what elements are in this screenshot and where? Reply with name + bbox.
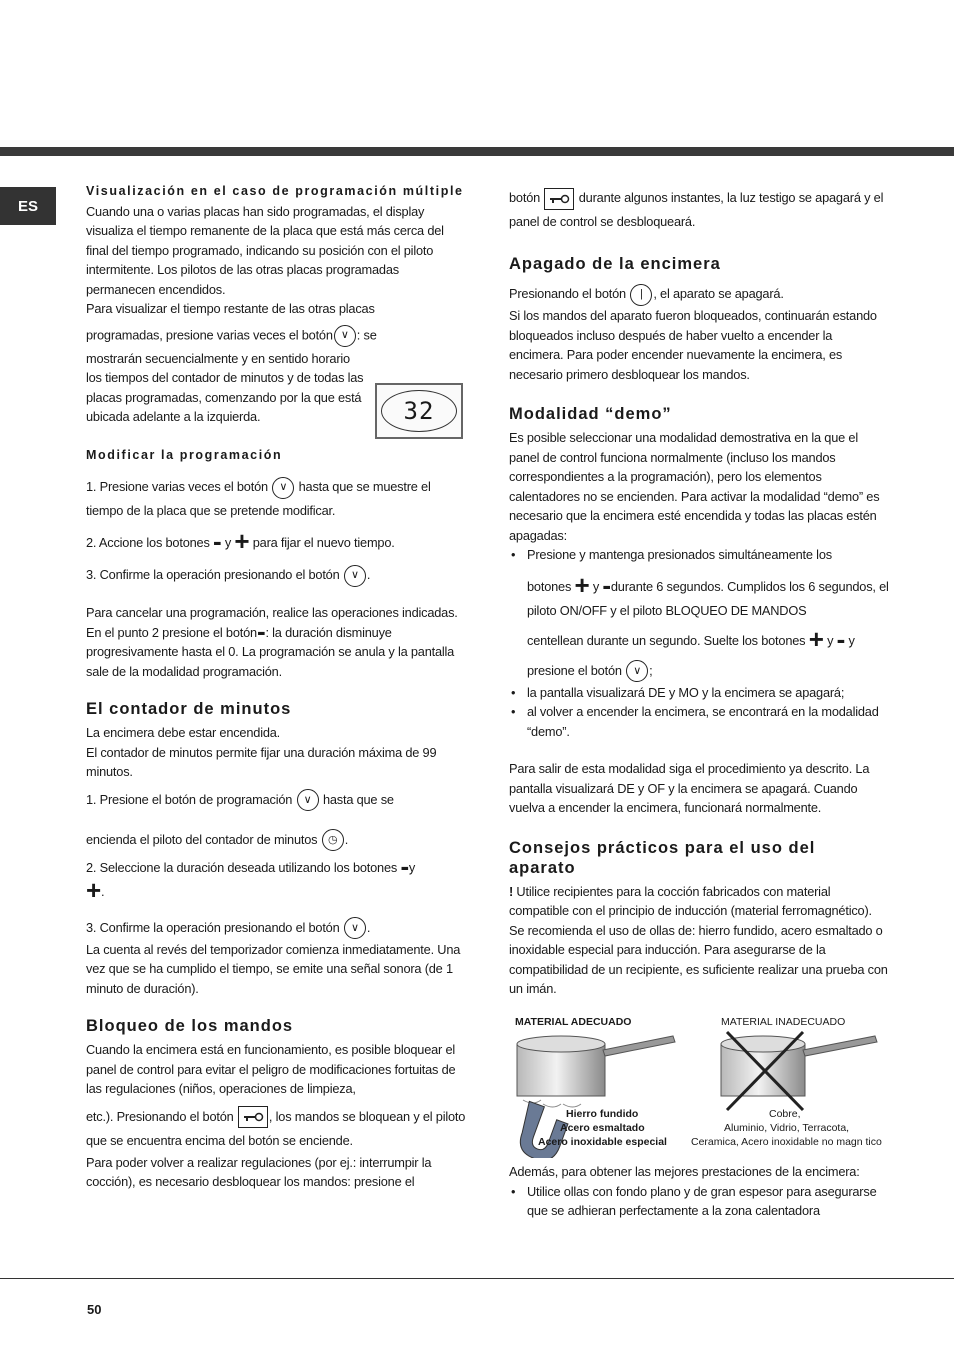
language-code: ES <box>17 197 38 215</box>
paragraph: La encimera debe estar encendida. <box>86 725 281 740</box>
text: Presione y mantenga presionados simultáneamente los <box>527 547 832 562</box>
text: : la duración disminuye progresivamente hasta el 0. La programación se anula y la pantalla sale de la modalidad programación. <box>86 624 455 679</box>
display-screen <box>381 390 457 432</box>
cookware-figure <box>509 1010 889 1158</box>
paragraph <box>509 882 889 999</box>
paragraph <box>86 828 466 852</box>
select-button-icon: ∨ <box>626 660 648 682</box>
plus-icon: + <box>234 526 250 556</box>
label-unsuitable: MATERIAL INADECUADO <box>721 1016 846 1028</box>
timer-pilot-icon: ◷ <box>322 829 344 851</box>
list-item: • la pantalla visualizará DE y MO y la encimera se apagará; <box>509 683 889 703</box>
text: durante algunos instantes, la luz testigo se apagará y el panel de control se desbloqueará. <box>509 190 884 229</box>
heading-practical-tips: Consejos prácticos para el uso del aparato <box>509 838 816 877</box>
paragraph: Para visualizar el tiempo restante de las otras placas <box>86 301 375 316</box>
warning-mark: ! <box>509 883 514 899</box>
plus-icon: + <box>86 874 101 905</box>
label-special-stainless: Acero inoxidable especial <box>538 1136 667 1148</box>
section-title-multiple: Visualización en el caso de programación múltiple <box>86 184 464 198</box>
footer-rule <box>0 1278 954 1279</box>
paragraph <box>86 850 466 905</box>
paragraph <box>86 916 466 940</box>
label-cast-iron: Hierro fundido <box>566 1108 639 1120</box>
text: programadas, presione varias veces el botón <box>86 326 333 342</box>
paragraph <box>86 475 466 523</box>
text: 2. Seleccione la duración deseada utilizando los botones <box>86 859 398 875</box>
text: Presionando el botón <box>509 286 626 301</box>
text: y <box>848 632 855 648</box>
key-lock-icon <box>238 1106 268 1128</box>
text: , los mandos se bloquean y el piloto que se encuentra encima del botón se enciende. <box>86 1108 466 1148</box>
paragraph: Cuando la encimera está en funcionamiento, es posible bloquear el panel de control para evitar el peligro de modificaciones fortuitas de las regulaciones (niños, operaciones de limpieza, <box>86 1042 456 1096</box>
text: 1. Presione varias veces el botón <box>86 479 268 494</box>
paragraph: Además, para obtener las mejores prestaciones de la encimera: <box>509 1164 860 1179</box>
paragraph: Es posible seleccionar una modalidad demostrativa en la que el panel de control funciona normalmente (incluso los mandos correspondientes a la programación), pero los elementos calentadores no se encienden. Para activar la modalidad “demo” es necesario que la encimera esté encendida y todas las placas estén apagadas: <box>509 430 880 543</box>
minus-icon: - <box>256 615 266 646</box>
paragraph <box>86 603 466 681</box>
text: durante 6 segundos. Cumplidos los 6 segundos, el piloto ON/OFF y el piloto BLOQUEO DE MANDOS <box>527 578 889 618</box>
left-column <box>86 182 466 1192</box>
text: . <box>366 567 371 582</box>
minus-icon: - <box>213 526 222 556</box>
list-item: • al volver a encender la encimera, se encontrará en la modalidad “demo”. <box>509 702 889 741</box>
select-button-icon: ∨ <box>334 325 356 347</box>
paragraph: Para salir de esta modalidad siga el procedimiento ya descrito. La pantalla visualizará DE y OF y la encimera se apagará. Cuando vuelva a encender la encimera, funcionará normalmente. <box>509 761 870 815</box>
text: centellean durante un segundo. Suelte los botones <box>527 632 806 648</box>
language-tab <box>0 187 56 225</box>
header-bar <box>0 147 954 156</box>
label-enamelled-steel: Acero esmaltado <box>560 1122 645 1134</box>
paragraph: El contador de minutos permite fijar una duración máxima de 99 minutos. <box>86 744 437 779</box>
text: Utilice recipientes para la cocción fabricados con material compatible con el principio de inducción (material ferromagnético). Se recomienda el uso de ollas de: hierro fundido, acero esmaltado o inoxidable especial para inducción. Para asegurarse de la compatibilidad de un recipiente, es suficiente realizar una prueba con un imán. <box>509 883 888 996</box>
text: 3. Confirme la operación presionando el botón <box>86 567 340 582</box>
text-block <box>527 623 855 654</box>
text: y <box>827 632 834 648</box>
label-aluminium-glass: Aluminio, Vidrio, Terracota, <box>724 1122 850 1134</box>
text-block <box>527 569 889 623</box>
paragraph <box>86 526 466 556</box>
select-button-icon: ∨ <box>297 789 319 811</box>
text-block <box>527 659 653 683</box>
page-number: 50 <box>87 1302 102 1317</box>
text: y <box>224 535 232 550</box>
text: . <box>100 883 105 899</box>
label-suitable: MATERIAL ADECUADO <box>515 1016 632 1028</box>
minus-icon: - <box>836 623 846 654</box>
display-illustration <box>375 383 463 439</box>
text: encienda el piloto del contador de minutos <box>86 831 318 847</box>
plus-icon: + <box>808 623 824 654</box>
list-item <box>509 545 889 683</box>
select-button-icon: ∨ <box>344 565 366 587</box>
paragraph <box>86 563 466 587</box>
heading-demo-mode: Modalidad “demo” <box>509 405 672 423</box>
heading-control-lock: Bloqueo de los mandos <box>86 1017 294 1035</box>
text: ; <box>649 662 653 678</box>
paragraph <box>86 1105 466 1153</box>
paragraph <box>509 282 889 306</box>
text: hasta que se <box>322 791 394 807</box>
paragraph <box>86 325 466 347</box>
text: . <box>344 831 349 847</box>
text: para fijar el nuevo tiempo. <box>252 535 395 550</box>
heading-minute-timer: El contador de minutos <box>86 700 292 718</box>
minus-icon: - <box>602 569 611 600</box>
power-button-icon: | <box>630 284 652 306</box>
list-item: • Utilice ollas con fondo plano y de gran espesor para asegurarse que se adhieran perfectamente a la zona calentadora <box>509 1182 889 1221</box>
text: etc.). Presionando el botón <box>86 1108 234 1124</box>
text: , el aparato se apagará. <box>653 286 784 301</box>
paragraph: Cuando una o varias placas han sido programadas, el display visualiza el tiempo remanente de la placa que está más cerca del final del tiempo programado, indicando su posición con el piloto intermitente. Los pilotos de las otras placas programadas permanecen encendidos. <box>86 203 444 297</box>
paragraph <box>86 788 466 812</box>
label-ceramic-steel: Ceramica, Acero inoxidable no magn tico <box>691 1136 882 1148</box>
paragraph <box>509 186 889 234</box>
plus-icon: + <box>574 569 590 600</box>
text: 3. Confirme la operación presionando el botón <box>86 919 340 935</box>
paragraph: mostrarán secuencialmente y en sentido horario los tiempos del contador de minutos y de todas las placas programadas, comenzando por la que está ubicada adelante a la izquierda. <box>86 350 364 424</box>
paragraph: Para poder volver a realizar regulaciones (por ej.: interrumpir la cocción), es necesario desbloquear los mandos: presione el <box>86 1154 432 1189</box>
text: botones <box>527 578 572 594</box>
text: botón <box>509 190 541 205</box>
heading-switch-off: Apagado de la encimera <box>509 255 721 273</box>
text: y <box>592 578 600 594</box>
text: y <box>408 859 416 875</box>
text: 1. Presione el botón de programación <box>86 791 293 807</box>
text: . <box>366 919 371 935</box>
paragraph: La cuenta al revés del temporizador comienza inmediatamente. Una vez que se ha cumplido el tiempo, se emite una señal sonora (de 1 minuto de duración). <box>86 941 461 996</box>
right-column <box>509 186 889 999</box>
label-copper: Cobre, <box>769 1108 801 1120</box>
right-column-bottom <box>509 1162 889 1221</box>
text: Para cancelar una programación, realice las operaciones indicadas. En el punto 2 presione el botón <box>86 605 458 640</box>
text: 2. Accione los botones <box>86 535 210 550</box>
select-button-icon: ∨ <box>344 917 366 939</box>
select-button-icon: ∨ <box>272 477 294 499</box>
key-lock-icon <box>544 188 574 210</box>
text: : se <box>356 326 377 342</box>
text: hasta que se muestre el tiempo de la placa que se pretende modificar. <box>86 479 431 518</box>
section-title-modify: Modificar la programación <box>86 447 283 462</box>
paragraph: Si los mandos del aparato fueron bloqueados, continuarán estando bloqueados incluso después de haber vuelto a encender la encimera. Para poder encender nuevamente la encimera, es necesario primero desbloquear los mandos. <box>509 308 877 382</box>
minus-icon: - <box>400 850 409 881</box>
display-value: 32 <box>403 397 435 425</box>
text: presione el botón <box>527 662 622 678</box>
